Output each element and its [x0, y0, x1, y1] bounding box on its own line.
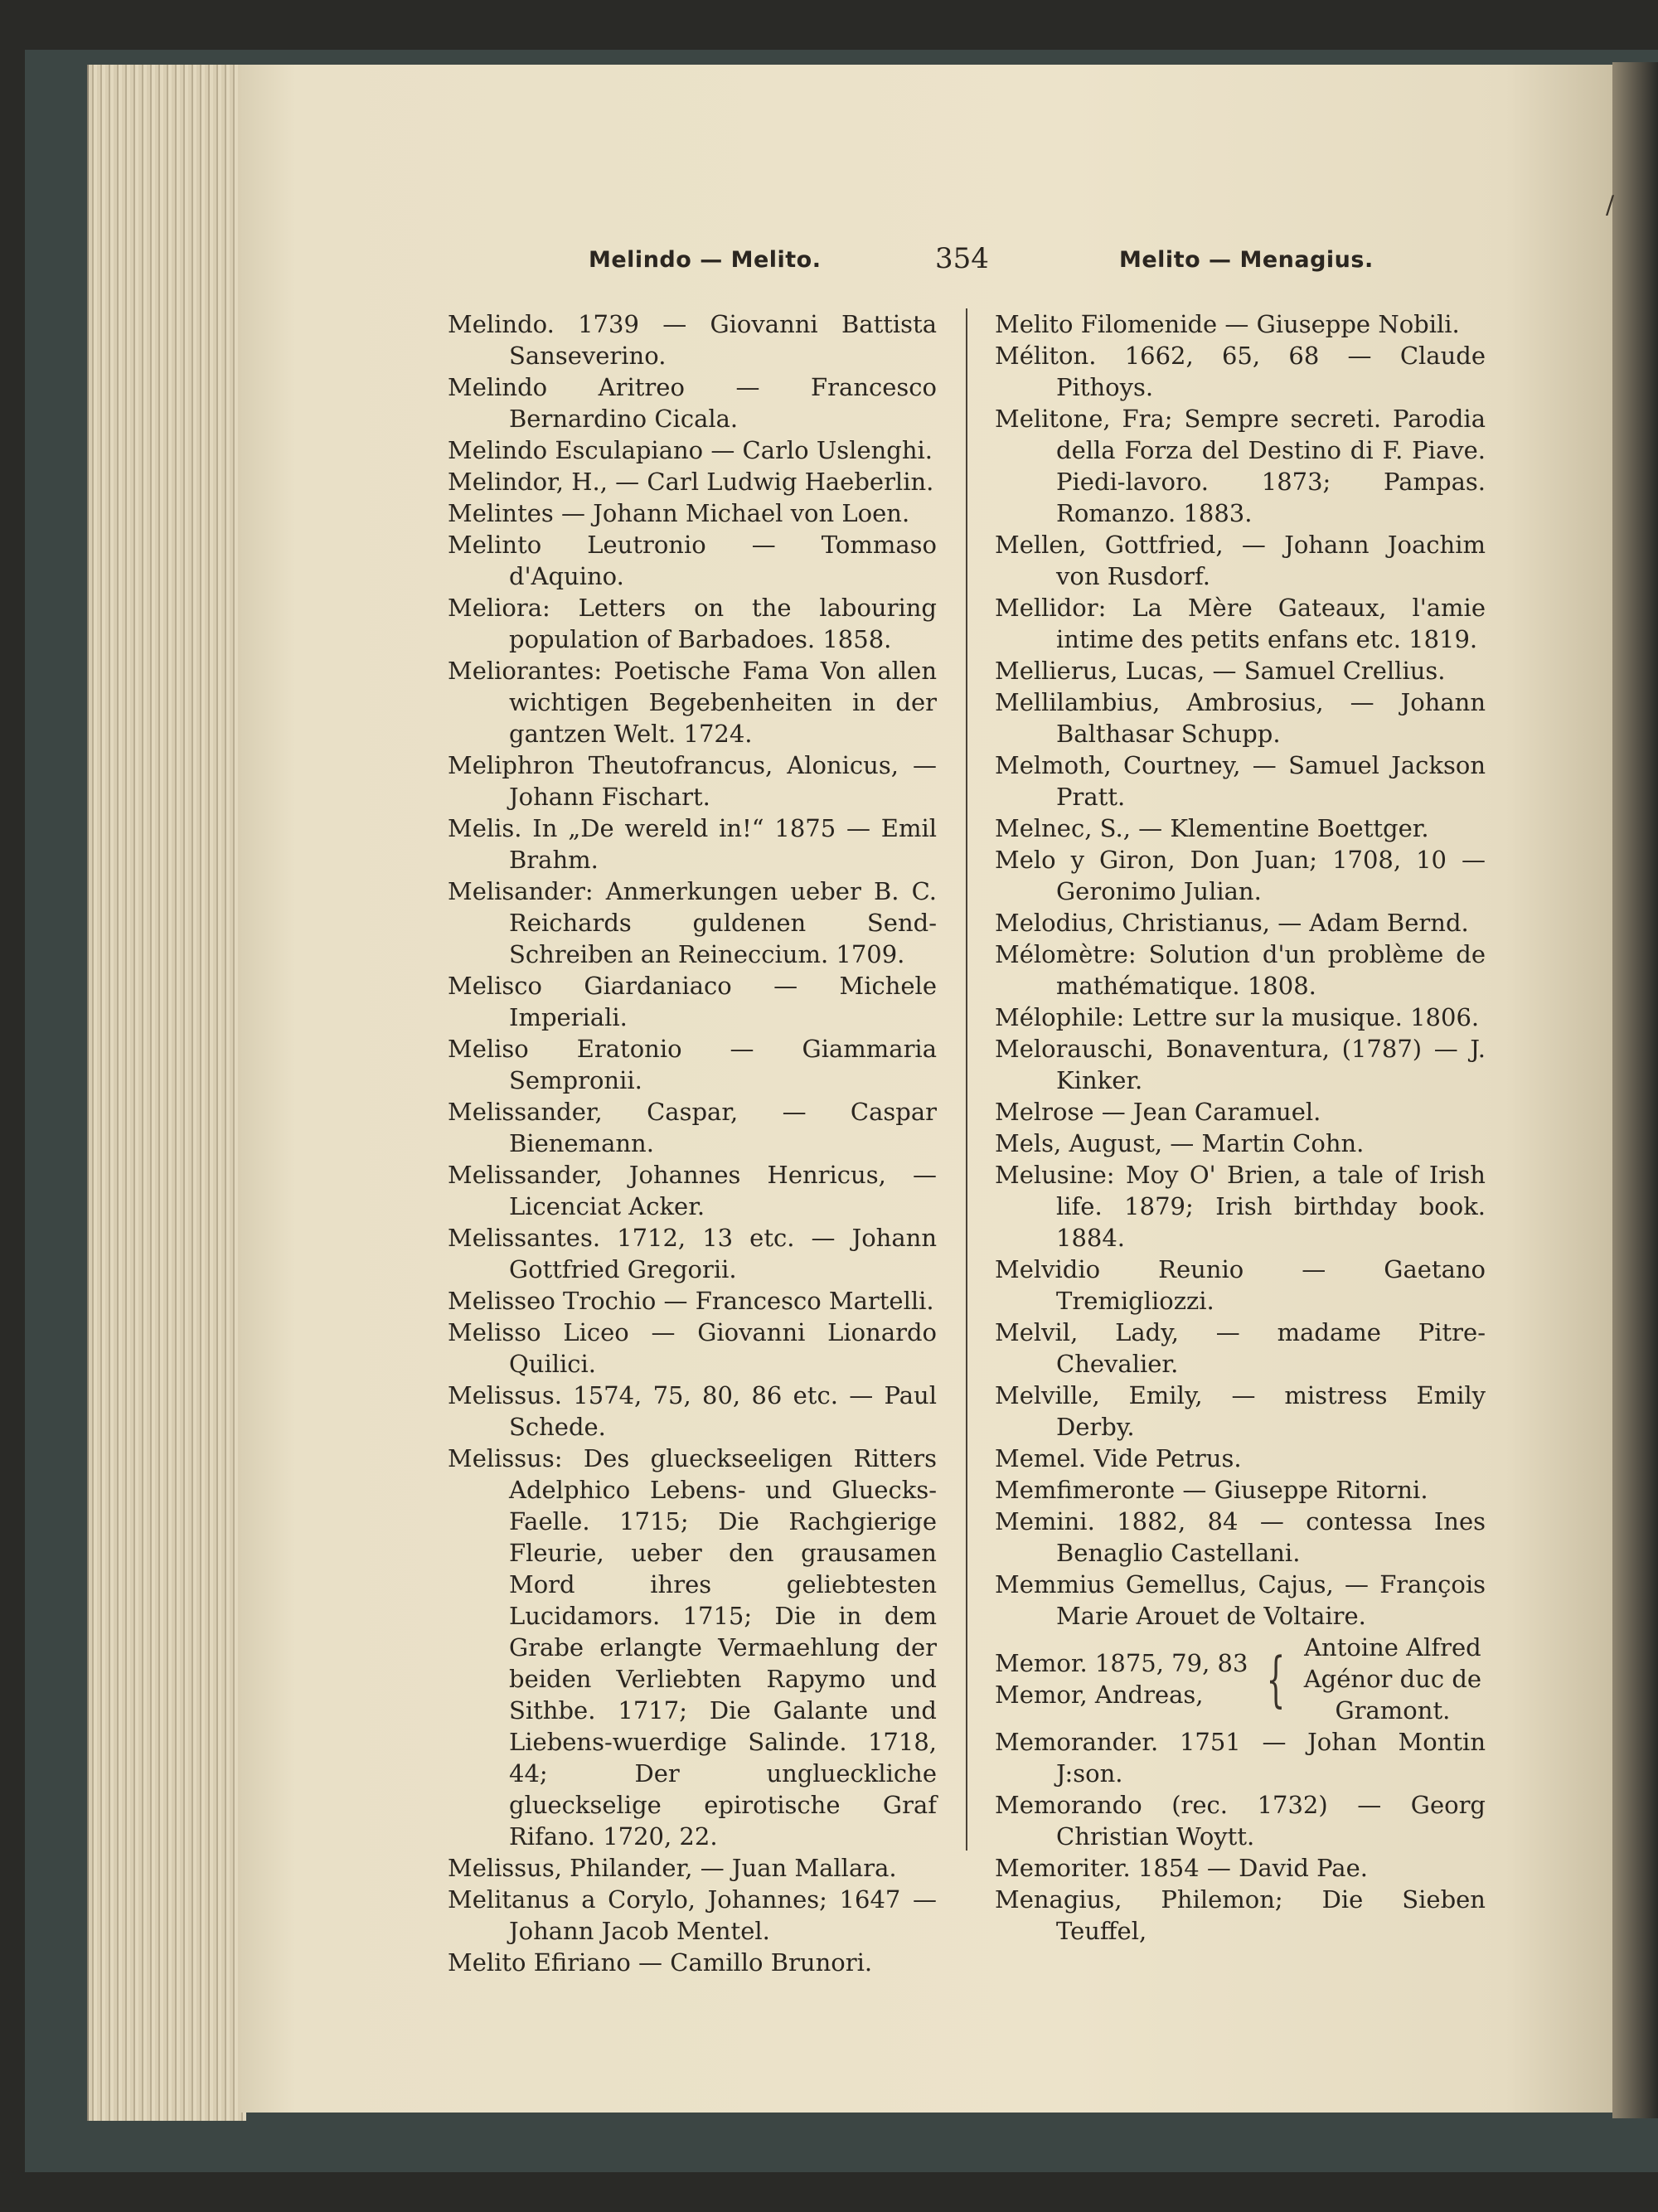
- entry: Melnec, S., — Klementine Boettger.: [995, 814, 1429, 842]
- entry: Melorauschi, Bonaventura, (1787) — J. Kinker.: [995, 1035, 1486, 1094]
- entry: Mels, August, — Martin Cohn.: [995, 1129, 1365, 1157]
- entry: Mélophile: Lettre sur la musique. 1806.: [995, 1003, 1480, 1031]
- entry: Memini. 1882, 84 — contessa Ines Benaglio Castellani.: [995, 1507, 1486, 1567]
- entry: Melinto Leutronio — Tommaso d'Aquino.: [448, 531, 937, 590]
- entry: Melusine: Moy O' Brien, a tale of Irish life. 1879; Irish birthday book. 1884.: [995, 1161, 1486, 1252]
- entry: Mellidor: La Mère Gateaux, l'amie intime des petits enfans etc. 1819.: [995, 594, 1486, 653]
- entry: Melindo. 1739 — Giovanni Battista Sanseverino.: [448, 310, 937, 370]
- entry: Méliton. 1662, 65, 68 — Claude Pithoys.: [995, 342, 1486, 401]
- entry: Melville, Emily, — mistress Emily Derby.: [995, 1381, 1486, 1441]
- entry: Meliso Eratonio — Giammaria Sempronii.: [448, 1035, 937, 1094]
- entry: Melrose — Jean Caramuel.: [995, 1098, 1321, 1126]
- running-head-right: Melito — Menagius.: [1119, 247, 1374, 273]
- entry: Melvil, Lady, — madame Pitre-Chevalier.: [995, 1318, 1486, 1378]
- entry: Memmius Gemellus, Cajus, — François Marie Arouet de Voltaire.: [995, 1570, 1486, 1630]
- entry: Melissus: Des glueckseeligen Ritters Adelphico Lebens- und Gluecks-Faelle. 1715; Die Rachgierige Fleurie, ueber den grausamen Mord ihres geliebtesten Lucidamors. 1715; Die in dem Grabe erlangte Vermaehlung der beiden Verliebten Rapymo und Sithbe. 1717; Die Galante und Liebens-wuerdige Salinde. 1718, 44; Der unglueckliche glueckselige epirotische Graf Rifano. 1720, 22.: [448, 1444, 937, 1851]
- right-column-entries-a: [995, 308, 1486, 1632]
- entry: Melissus. 1574, 75, 80, 86 etc. — Paul Schede.: [448, 1381, 937, 1441]
- brace-entry-names: [995, 1647, 1252, 1710]
- entry: Melmoth, Courtney, — Samuel Jackson Pratt.: [995, 751, 1486, 811]
- entry: Meliorantes: Poetische Fama Von allen wichtigen Begebenheiten in der gantzen Welt. 1724.: [448, 657, 937, 748]
- entry: Melis. In „De wereld in!“ 1875 — Emil Brahm.: [448, 814, 937, 874]
- entry: Melo y Giron, Don Juan; 1708, 10 — Geronimo Julian.: [995, 846, 1486, 905]
- entry: Melintes — Johann Michael von Loen.: [448, 499, 910, 527]
- column-divider: [966, 308, 967, 1851]
- entry: Melissantes. 1712, 13 etc. — Johann Gottfried Gregorii.: [448, 1224, 937, 1283]
- entry: Melisander: Anmerkungen ueber B. C. Reichards guldenen Send-Schreiben an Reineccium. 1709.: [448, 877, 937, 968]
- entry: Mélomètre: Solution d'un problème de mathématique. 1808.: [995, 940, 1486, 1000]
- brace-icon: {: [1266, 1644, 1286, 1714]
- entry: Memoriter. 1854 — David Pae.: [995, 1854, 1368, 1882]
- entry: Mellilambius, Ambrosius, — Johann Balthasar Schupp.: [995, 688, 1486, 748]
- entry: Memfimeronte — Giuseppe Ritorni.: [995, 1476, 1428, 1504]
- brace-entry: [995, 1632, 1486, 1726]
- entry: Memel. Vide Petrus.: [995, 1444, 1242, 1472]
- entry: Melissander, Johannes Henricus, — Licenciat Acker.: [448, 1161, 937, 1220]
- page-number: 354: [935, 242, 989, 275]
- entry: Meliphron Theutofrancus, Alonicus, — Johann Fischart.: [448, 751, 937, 811]
- right-column-entries-b: [995, 1726, 1486, 1947]
- entry: Melisso Liceo — Giovanni Lionardo Quilici.: [448, 1318, 937, 1378]
- entry: Melitanus a Corylo, Johannes; 1647 — Johann Jacob Mentel.: [448, 1885, 937, 1945]
- brace-entry-line1: Memor. 1875, 79, 83: [995, 1649, 1248, 1677]
- entry: Memorander. 1751 — Johan Montin J:son.: [995, 1728, 1486, 1788]
- right-column: [995, 308, 1486, 1947]
- book-gutter: [1612, 62, 1658, 2118]
- entry: Meliora: Letters on the labouring population of Barbadoes. 1858.: [448, 594, 937, 653]
- entry: Melisseo Trochio — Francesco Martelli.: [448, 1287, 934, 1315]
- running-head-left: Melindo — Melito.: [589, 247, 822, 273]
- page-edges: [87, 65, 246, 2121]
- entry: Melito Efiriano — Camillo Brunori.: [448, 1948, 873, 1977]
- entry: Menagius, Philemon; Die Sieben Teuffel,: [995, 1885, 1486, 1945]
- left-column: [448, 308, 937, 1978]
- entry: Melindo Aritreo — Francesco Bernardino Cicala.: [448, 373, 937, 433]
- entry: Melodius, Christianus, — Adam Bernd.: [995, 909, 1469, 937]
- entry: Melvidio Reunio — Gaetano Tremigliozzi.: [995, 1255, 1486, 1315]
- entry: Mellierus, Lucas, — Samuel Crellius.: [995, 657, 1446, 685]
- entry: Melindor, H., — Carl Ludwig Haeberlin.: [448, 468, 934, 496]
- entry: Melito Filomenide — Giuseppe Nobili.: [995, 310, 1460, 338]
- entry: Melindo Esculapiano — Carlo Uslenghi.: [448, 436, 933, 464]
- entry: Melissus, Philander, — Juan Mallara.: [448, 1854, 897, 1882]
- entry: Melissander, Caspar, — Caspar Bienemann.: [448, 1098, 937, 1157]
- entry: Melisco Giardaniaco — Michele Imperiali.: [448, 972, 937, 1031]
- entry: Melitone, Fra; Sempre secreti. Parodia della Forza del Destino di F. Piave. Piedi-lavoro. 1873; Pampas. Romanzo. 1883.: [995, 405, 1486, 527]
- entry: Memorando (rec. 1732) — Georg Christian Woytt.: [995, 1791, 1486, 1851]
- brace-entry-line2: Memor, Andreas,: [995, 1681, 1204, 1709]
- brace-entry-target: Antoine Alfred Agénor duc de Gramont.: [1303, 1633, 1482, 1724]
- margin-mark-icon: /: [1606, 191, 1615, 220]
- entry: Mellen, Gottfried, — Johann Joachim von Rusdorf.: [995, 531, 1486, 590]
